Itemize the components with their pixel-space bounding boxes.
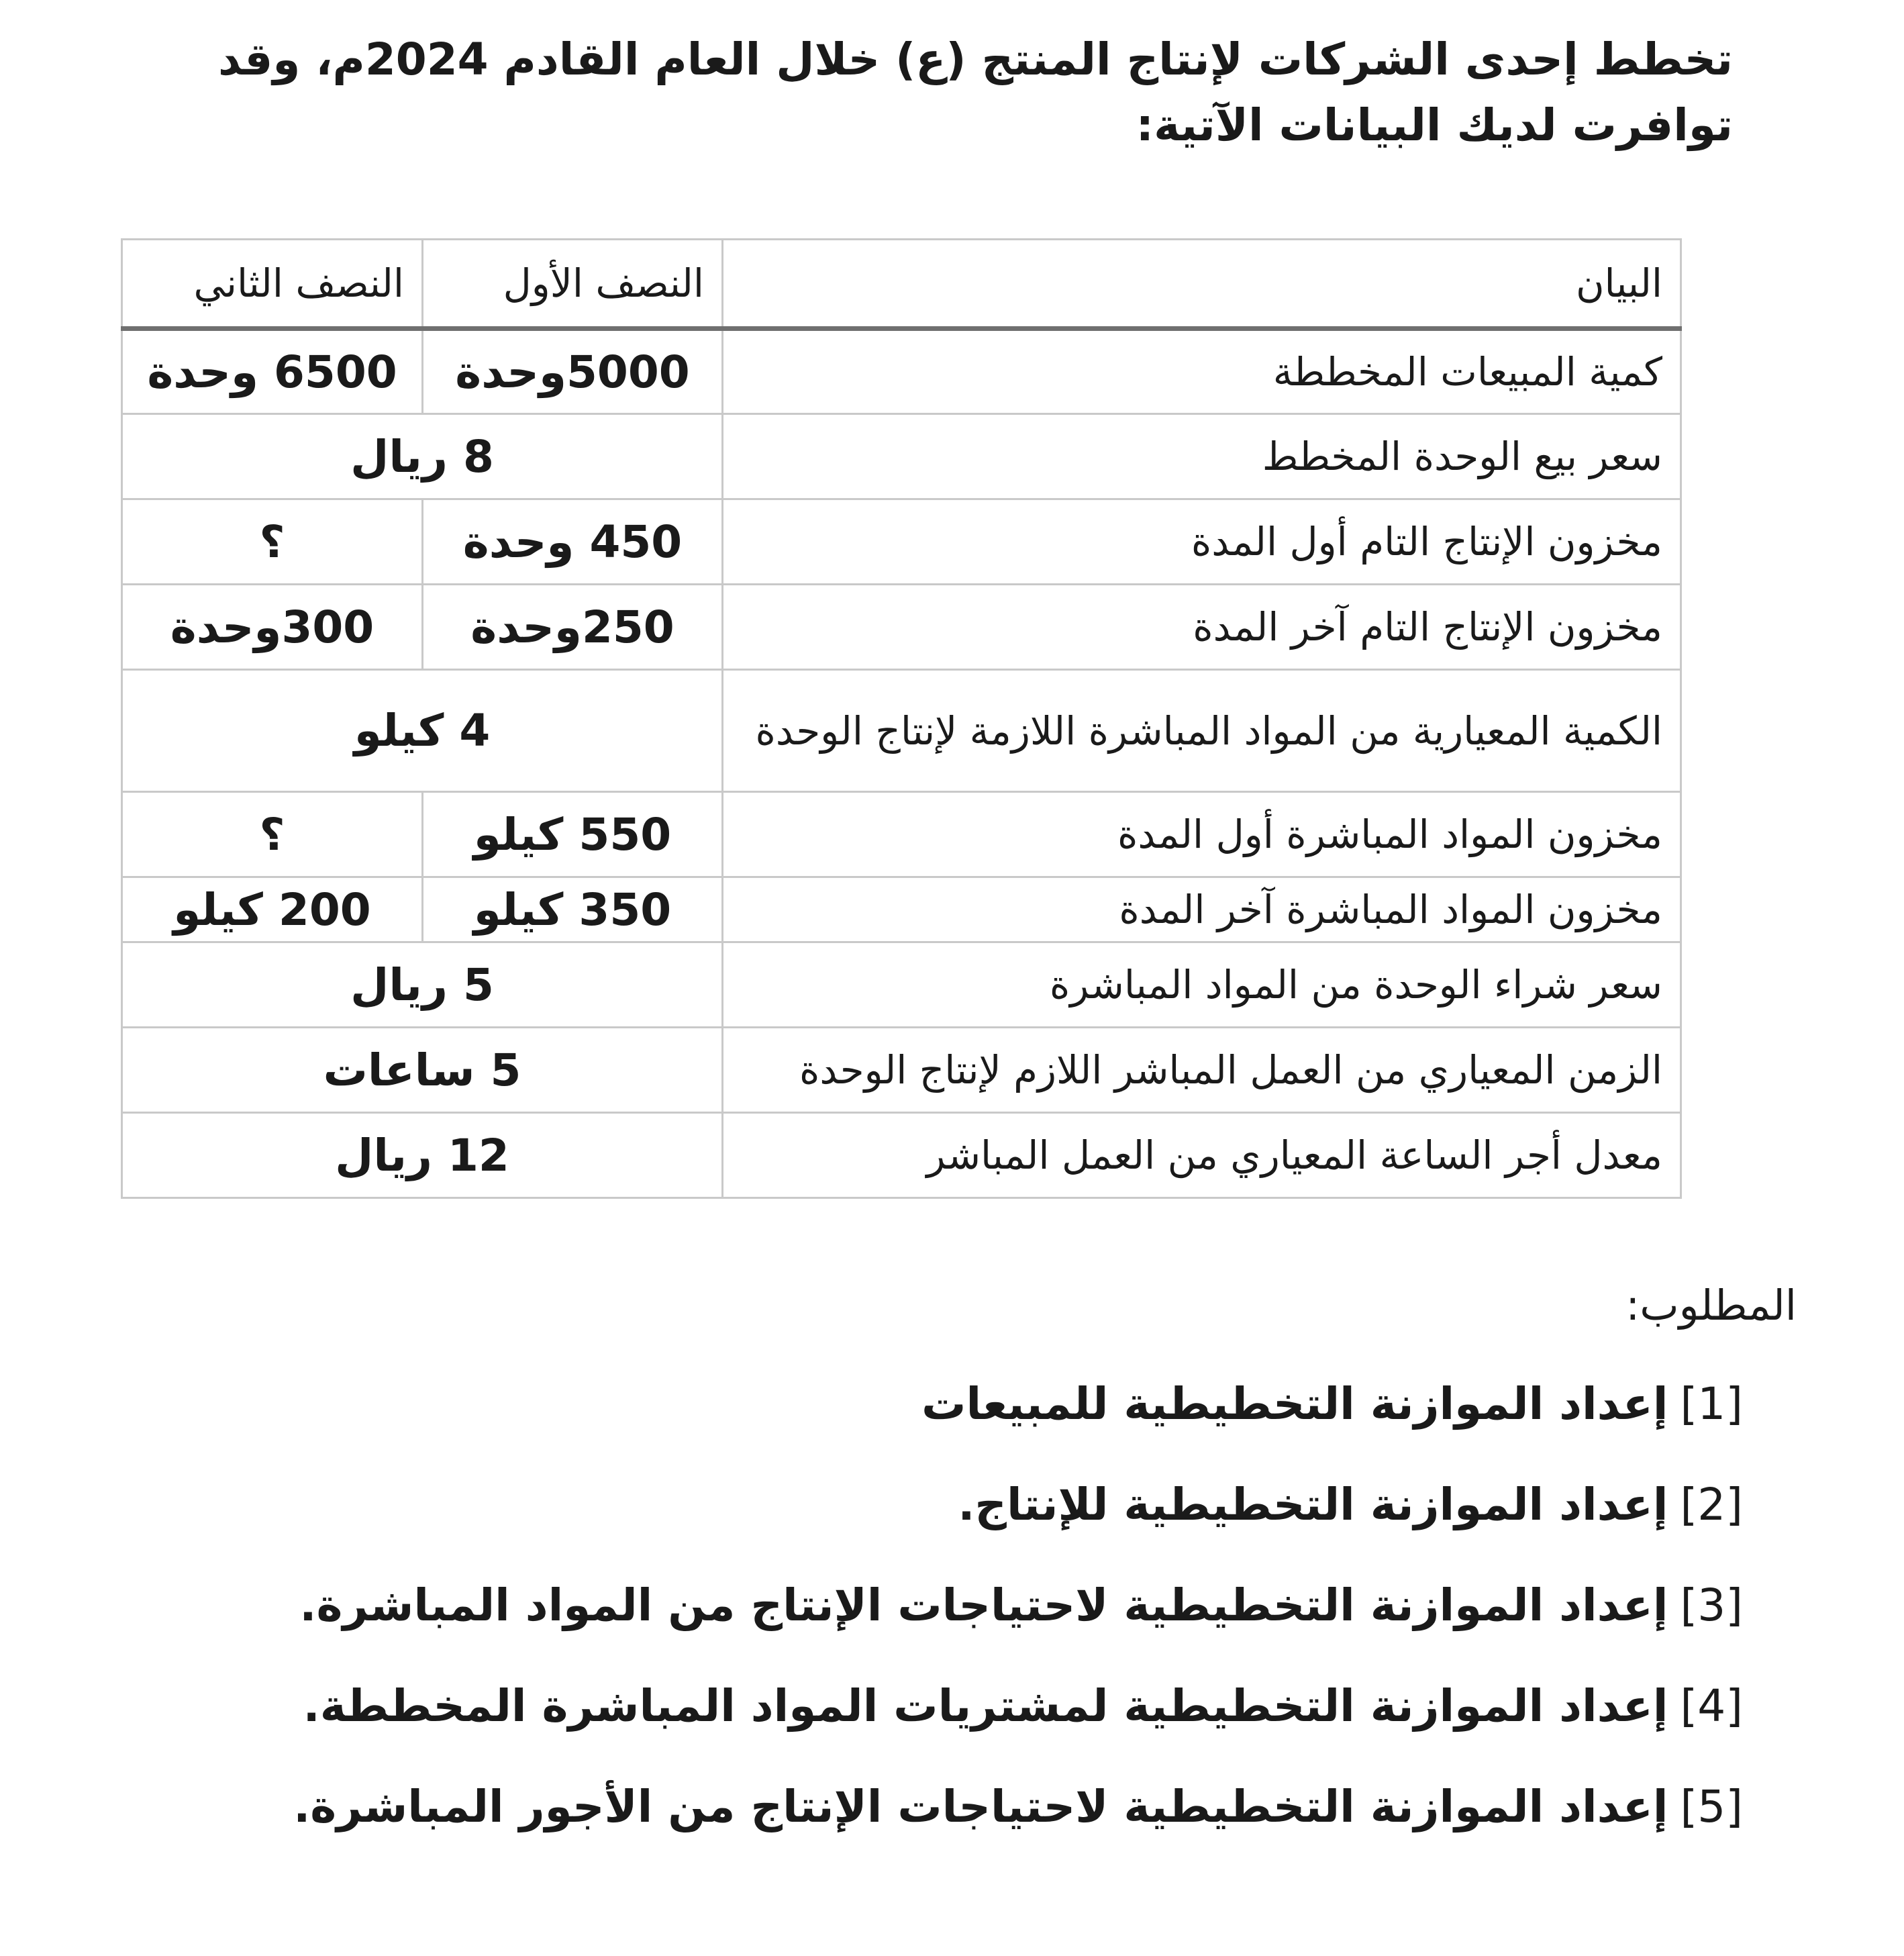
table-row xyxy=(122,414,1681,499)
table-row xyxy=(122,1113,1681,1198)
item-number: [1] xyxy=(1680,1378,1743,1430)
item-number: [2] xyxy=(1680,1479,1743,1530)
header-first-half: النصف الأول xyxy=(423,240,723,329)
row-label: سعر شراء الوحدة من المواد المباشرة xyxy=(723,942,1681,1028)
row-label: كمية المبيعات المخططة xyxy=(723,329,1681,414)
item-text: إعداد الموازنة التخطيطية لاحتياجات الإنتاج من الأجور المباشرة. xyxy=(293,1781,1668,1832)
both-halves-value: 12 ريال xyxy=(122,1113,723,1198)
required-title: المطلوب: xyxy=(1625,1281,1797,1330)
row-label: مخزون المواد المباشرة آخر المدة xyxy=(723,877,1681,942)
header-item: البيان xyxy=(723,240,1681,329)
item-number: [4] xyxy=(1680,1680,1743,1732)
row-label: سعر بيع الوحدة المخطط xyxy=(723,414,1681,499)
table-row xyxy=(122,1028,1681,1113)
first-half-value: 550 كيلو xyxy=(423,792,723,877)
table-row xyxy=(122,670,1681,792)
item-number: [5] xyxy=(1680,1781,1743,1832)
first-half-value: 350 كيلو xyxy=(423,877,723,942)
header-second-half: النصف الثاني xyxy=(122,240,423,329)
both-halves-value: 5 ريال xyxy=(122,942,723,1028)
first-half-value: 450 وحدة xyxy=(423,499,723,585)
table-row xyxy=(122,792,1681,877)
table-header-row xyxy=(122,240,1681,329)
table-row xyxy=(122,585,1681,670)
row-label: معدل أجر الساعة المعياري من العمل المباشر xyxy=(723,1113,1681,1198)
list-item xyxy=(199,1780,1743,1881)
list-item xyxy=(199,1579,1743,1679)
second-half-value: 300وحدة xyxy=(122,585,423,670)
row-label: مخزون الإنتاج التام آخر المدة xyxy=(723,585,1681,670)
list-item xyxy=(199,1478,1743,1579)
item-text: إعداد الموازنة التخطيطية للإنتاج. xyxy=(958,1479,1668,1530)
second-half-value: ؟ xyxy=(122,792,423,877)
second-half-value: 200 كيلو xyxy=(122,877,423,942)
table-row xyxy=(122,329,1681,414)
row-label: مخزون المواد المباشرة أول المدة xyxy=(723,792,1681,877)
list-item xyxy=(199,1377,1743,1478)
item-text: إعداد الموازنة التخطيطية للمبيعات xyxy=(921,1378,1668,1430)
item-text: إعداد الموازنة التخطيطية لاحتياجات الإنتاج من المواد المباشرة. xyxy=(299,1579,1668,1631)
both-halves-value: 8 ريال xyxy=(122,414,723,499)
list-item xyxy=(199,1679,1743,1780)
second-half-value: ؟ xyxy=(122,499,423,585)
both-halves-value: 5 ساعات xyxy=(122,1028,723,1113)
table-row xyxy=(122,499,1681,585)
row-label: مخزون الإنتاج التام أول المدة xyxy=(723,499,1681,585)
second-half-value: 6500 وحدة xyxy=(122,329,423,414)
first-half-value: 5000وحدة xyxy=(423,329,723,414)
row-label: الزمن المعياري من العمل المباشر اللازم لإنتاج الوحدة xyxy=(723,1028,1681,1113)
required-tasks-list xyxy=(199,1377,1743,1881)
intro-paragraph: تخطط إحدى الشركات لإنتاج المنتج (ع) خلال العام القادم 2024م، وقد توافرت لديك البيانات الآتية: xyxy=(218,34,1733,151)
first-half-value: 250وحدة xyxy=(423,585,723,670)
both-halves-value: 4 كيلو xyxy=(122,670,723,792)
item-number: [3] xyxy=(1680,1579,1743,1631)
item-text: إعداد الموازنة التخطيطية لمشتريات المواد المباشرة المخططة. xyxy=(303,1680,1668,1732)
table-row xyxy=(122,877,1681,942)
row-label: الكمية المعيارية من المواد المباشرة اللازمة لإنتاج الوحدة xyxy=(723,670,1681,792)
budget-data-table xyxy=(121,238,1682,1199)
table-row xyxy=(122,942,1681,1028)
